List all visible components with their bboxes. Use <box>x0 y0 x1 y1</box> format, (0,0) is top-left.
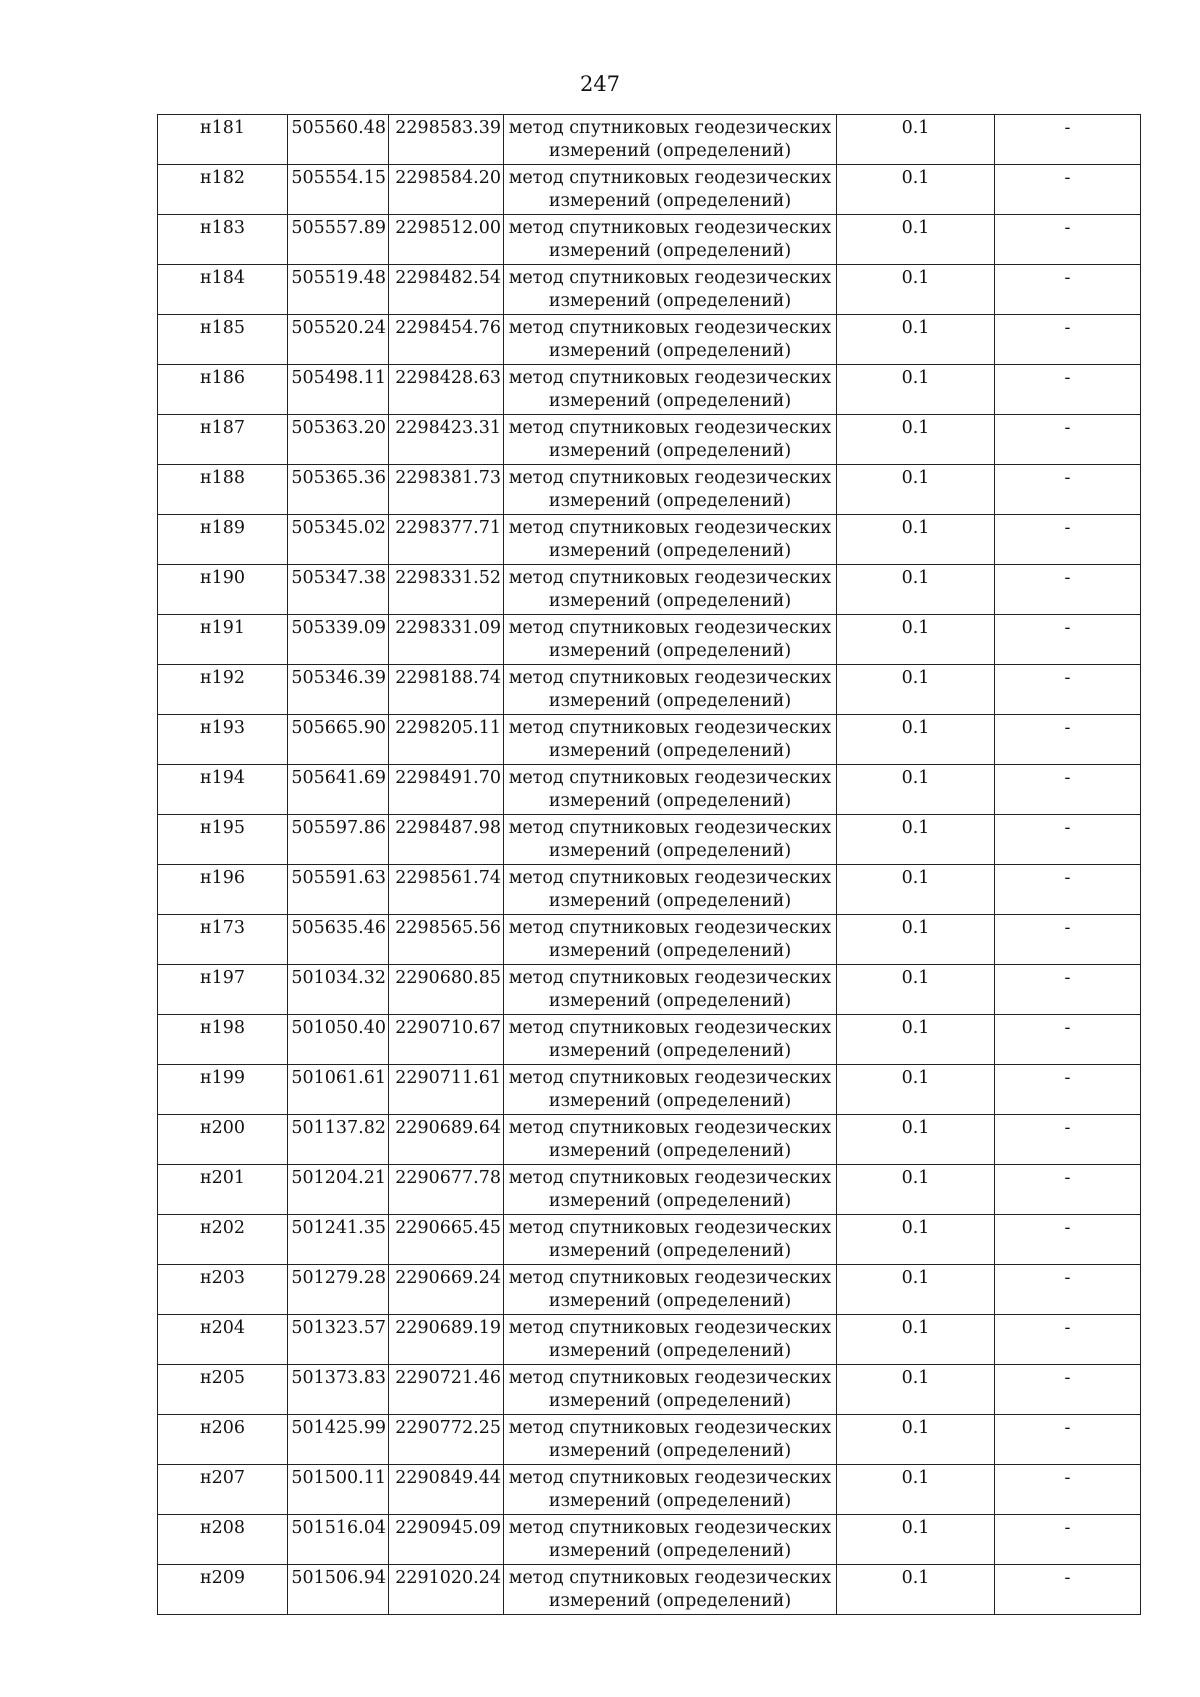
method-cell <box>504 615 837 665</box>
method-text-line-1: метод спутниковых геодезических <box>508 368 832 388</box>
note-cell: - <box>995 1215 1141 1265</box>
x-coordinate-cell: 505347.38 <box>288 565 389 615</box>
method-cell <box>504 715 837 765</box>
note-cell: - <box>995 1565 1141 1615</box>
point-name-cell: н189 <box>158 515 288 565</box>
point-name-cell: н192 <box>158 665 288 715</box>
table-row <box>158 115 1141 165</box>
x-coordinate-cell: 501061.61 <box>288 1065 389 1115</box>
note-cell: - <box>995 115 1141 165</box>
method-text-line-2: измерений (определений) <box>548 891 792 911</box>
x-coordinate-cell: 501279.28 <box>288 1265 389 1315</box>
table-row <box>158 665 1141 715</box>
method-text-line-2: измерений (определений) <box>548 241 792 261</box>
method-text-line-1: метод спутниковых геодезических <box>508 618 832 638</box>
x-coordinate-cell: 501137.82 <box>288 1115 389 1165</box>
point-name-cell: н193 <box>158 715 288 765</box>
accuracy-cell: 0.1 <box>837 665 995 715</box>
method-text-line-2: измерений (определений) <box>548 1241 792 1261</box>
table-row <box>158 1065 1141 1115</box>
point-name-cell: н199 <box>158 1065 288 1115</box>
x-coordinate-cell: 501241.35 <box>288 1215 389 1265</box>
y-coordinate-cell: 2290711.61 <box>389 1065 504 1115</box>
method-text-line-2: измерений (определений) <box>548 1141 792 1161</box>
method-cell <box>504 215 837 265</box>
x-coordinate-cell: 505560.48 <box>288 115 389 165</box>
accuracy-cell: 0.1 <box>837 1165 995 1215</box>
x-coordinate-cell: 501034.32 <box>288 965 389 1015</box>
y-coordinate-cell: 2298491.70 <box>389 765 504 815</box>
accuracy-cell: 0.1 <box>837 815 995 865</box>
accuracy-cell: 0.1 <box>837 1115 995 1165</box>
method-text-line-2: измерений (определений) <box>548 141 792 161</box>
note-cell: - <box>995 615 1141 665</box>
method-text-line-2: измерений (определений) <box>548 841 792 861</box>
method-text-line-1: метод спутниковых геодезических <box>508 518 832 538</box>
accuracy-cell: 0.1 <box>837 565 995 615</box>
x-coordinate-cell: 505498.11 <box>288 365 389 415</box>
method-text-line-2: измерений (определений) <box>548 741 792 761</box>
note-cell: - <box>995 715 1141 765</box>
accuracy-cell: 0.1 <box>837 465 995 515</box>
method-cell <box>504 415 837 465</box>
method-cell <box>504 1115 837 1165</box>
point-name-cell: н209 <box>158 1565 288 1615</box>
method-text-line-1: метод спутниковых геодезических <box>508 868 832 888</box>
y-coordinate-cell: 2298423.31 <box>389 415 504 465</box>
point-name-cell: н194 <box>158 765 288 815</box>
table-row <box>158 1515 1141 1565</box>
y-coordinate-cell: 2298454.76 <box>389 315 504 365</box>
method-text-line-1: метод спутниковых геодезических <box>508 118 832 138</box>
y-coordinate-cell: 2298331.09 <box>389 615 504 665</box>
method-text-line-1: метод спутниковых геодезических <box>508 1318 832 1338</box>
point-name-cell: н195 <box>158 815 288 865</box>
note-cell: - <box>995 1515 1141 1565</box>
coordinates-table-body <box>158 115 1141 1615</box>
point-name-cell: н190 <box>158 565 288 615</box>
table-row <box>158 565 1141 615</box>
table-row <box>158 815 1141 865</box>
method-text-line-1: метод спутниковых геодезических <box>508 1518 832 1538</box>
method-text-line-2: измерений (определений) <box>548 1391 792 1411</box>
y-coordinate-cell: 2298188.74 <box>389 665 504 715</box>
y-coordinate-cell: 2290689.19 <box>389 1315 504 1365</box>
method-cell <box>504 515 837 565</box>
table-row <box>158 365 1141 415</box>
table-row <box>158 165 1141 215</box>
accuracy-cell: 0.1 <box>837 115 995 165</box>
point-name-cell: н196 <box>158 865 288 915</box>
x-coordinate-cell: 505363.20 <box>288 415 389 465</box>
y-coordinate-cell: 2298428.63 <box>389 365 504 415</box>
table-row <box>158 865 1141 915</box>
x-coordinate-cell: 501506.94 <box>288 1565 389 1615</box>
y-coordinate-cell: 2298565.56 <box>389 915 504 965</box>
note-cell: - <box>995 315 1141 365</box>
method-cell <box>504 1265 837 1315</box>
y-coordinate-cell: 2290721.46 <box>389 1365 504 1415</box>
note-cell: - <box>995 965 1141 1015</box>
table-row <box>158 1565 1141 1615</box>
note-cell: - <box>995 565 1141 615</box>
method-cell <box>504 1165 837 1215</box>
method-cell <box>504 965 837 1015</box>
y-coordinate-cell: 2290665.45 <box>389 1215 504 1265</box>
table-row <box>158 1415 1141 1465</box>
method-text-line-2: измерений (определений) <box>548 541 792 561</box>
table-row <box>158 315 1141 365</box>
method-text-line-2: измерений (определений) <box>548 941 792 961</box>
table-row <box>158 465 1141 515</box>
note-cell: - <box>995 1315 1141 1365</box>
note-cell: - <box>995 365 1141 415</box>
note-cell: - <box>995 265 1141 315</box>
table-row <box>158 1215 1141 1265</box>
method-text-line-2: измерений (определений) <box>548 291 792 311</box>
method-text-line-2: измерений (определений) <box>548 1491 792 1511</box>
table-row <box>158 415 1141 465</box>
accuracy-cell: 0.1 <box>837 715 995 765</box>
method-text-line-1: метод спутниковых геодезических <box>508 1568 832 1588</box>
y-coordinate-cell: 2298583.39 <box>389 115 504 165</box>
x-coordinate-cell: 505557.89 <box>288 215 389 265</box>
method-text-line-1: метод спутниковых геодезических <box>508 668 832 688</box>
accuracy-cell: 0.1 <box>837 365 995 415</box>
x-coordinate-cell: 505365.36 <box>288 465 389 515</box>
point-name-cell: н173 <box>158 915 288 965</box>
method-text-line-1: метод спутниковых геодезических <box>508 968 832 988</box>
note-cell: - <box>995 915 1141 965</box>
accuracy-cell: 0.1 <box>837 965 995 1015</box>
method-text-line-1: метод спутниковых геодезических <box>508 1018 832 1038</box>
method-text-line-1: метод спутниковых геодезических <box>508 918 832 938</box>
point-name-cell: н203 <box>158 1265 288 1315</box>
y-coordinate-cell: 2290710.67 <box>389 1015 504 1065</box>
point-name-cell: н205 <box>158 1365 288 1415</box>
y-coordinate-cell: 2290689.64 <box>389 1115 504 1165</box>
point-name-cell: н200 <box>158 1115 288 1165</box>
method-text-line-1: метод спутниковых геодезических <box>508 1068 832 1088</box>
table-row <box>158 1015 1141 1065</box>
accuracy-cell: 0.1 <box>837 865 995 915</box>
note-cell: - <box>995 665 1141 715</box>
x-coordinate-cell: 505641.69 <box>288 765 389 815</box>
note-cell: - <box>995 1415 1141 1465</box>
table-row <box>158 1165 1141 1215</box>
method-text-line-1: метод спутниковых геодезических <box>508 1168 832 1188</box>
point-name-cell: н184 <box>158 265 288 315</box>
method-text-line-2: измерений (определений) <box>548 491 792 511</box>
method-text-line-2: измерений (определений) <box>548 1041 792 1061</box>
y-coordinate-cell: 2298377.71 <box>389 515 504 565</box>
note-cell: - <box>995 1465 1141 1515</box>
method-cell <box>504 1465 837 1515</box>
accuracy-cell: 0.1 <box>837 1215 995 1265</box>
point-name-cell: н186 <box>158 365 288 415</box>
method-text-line-2: измерений (определений) <box>548 1341 792 1361</box>
note-cell: - <box>995 465 1141 515</box>
method-text-line-2: измерений (определений) <box>548 591 792 611</box>
table-row <box>158 265 1141 315</box>
table-row <box>158 915 1141 965</box>
method-cell <box>504 1415 837 1465</box>
x-coordinate-cell: 501500.11 <box>288 1465 389 1515</box>
point-name-cell: н188 <box>158 465 288 515</box>
accuracy-cell: 0.1 <box>837 515 995 565</box>
method-text-line-1: метод спутниковых геодезических <box>508 718 832 738</box>
method-text-line-1: метод спутниковых геодезических <box>508 418 832 438</box>
point-name-cell: н208 <box>158 1515 288 1565</box>
method-cell <box>504 1565 837 1615</box>
table-row <box>158 715 1141 765</box>
accuracy-cell: 0.1 <box>837 1265 995 1315</box>
table-row <box>158 1115 1141 1165</box>
method-cell <box>504 1065 837 1115</box>
method-text-line-2: измерений (определений) <box>548 391 792 411</box>
method-text-line-2: измерений (определений) <box>548 1541 792 1561</box>
note-cell: - <box>995 815 1141 865</box>
point-name-cell: н187 <box>158 415 288 465</box>
accuracy-cell: 0.1 <box>837 1365 995 1415</box>
x-coordinate-cell: 505520.24 <box>288 315 389 365</box>
method-text-line-1: метод спутниковых геодезических <box>508 318 832 338</box>
point-name-cell: н191 <box>158 615 288 665</box>
method-text-line-2: измерений (определений) <box>548 991 792 1011</box>
y-coordinate-cell: 2290680.85 <box>389 965 504 1015</box>
y-coordinate-cell: 2298205.11 <box>389 715 504 765</box>
method-text-line-1: метод спутниковых геодезических <box>508 1368 832 1388</box>
y-coordinate-cell: 2298584.20 <box>389 165 504 215</box>
note-cell: - <box>995 215 1141 265</box>
x-coordinate-cell: 501425.99 <box>288 1415 389 1465</box>
table-row <box>158 765 1141 815</box>
point-name-cell: н207 <box>158 1465 288 1515</box>
y-coordinate-cell: 2298561.74 <box>389 865 504 915</box>
method-text-line-2: измерений (определений) <box>548 641 792 661</box>
point-name-cell: н181 <box>158 115 288 165</box>
table-row <box>158 215 1141 265</box>
table-row <box>158 515 1141 565</box>
point-name-cell: н204 <box>158 1315 288 1365</box>
method-text-line-1: метод спутниковых геодезических <box>508 218 832 238</box>
method-text-line-1: метод спутниковых геодезических <box>508 818 832 838</box>
y-coordinate-cell: 2290945.09 <box>389 1515 504 1565</box>
accuracy-cell: 0.1 <box>837 1515 995 1565</box>
y-coordinate-cell: 2298381.73 <box>389 465 504 515</box>
method-text-line-2: измерений (определений) <box>548 691 792 711</box>
method-cell <box>504 115 837 165</box>
method-text-line-1: метод спутниковых геодезических <box>508 1218 832 1238</box>
method-cell <box>504 915 837 965</box>
method-text-line-1: метод спутниковых геодезических <box>508 1418 832 1438</box>
x-coordinate-cell: 505635.46 <box>288 915 389 965</box>
accuracy-cell: 0.1 <box>837 415 995 465</box>
accuracy-cell: 0.1 <box>837 1415 995 1465</box>
method-text-line-2: измерений (определений) <box>548 1291 792 1311</box>
note-cell: - <box>995 515 1141 565</box>
method-text-line-2: измерений (определений) <box>548 441 792 461</box>
accuracy-cell: 0.1 <box>837 1565 995 1615</box>
note-cell: - <box>995 1065 1141 1115</box>
method-cell <box>504 565 837 615</box>
page-number: 247 <box>579 72 621 96</box>
accuracy-cell: 0.1 <box>837 615 995 665</box>
method-cell <box>504 465 837 515</box>
method-cell <box>504 315 837 365</box>
note-cell: - <box>995 415 1141 465</box>
y-coordinate-cell: 2291020.24 <box>389 1565 504 1615</box>
method-cell <box>504 815 837 865</box>
method-text-line-1: метод спутниковых геодезических <box>508 268 832 288</box>
table-row <box>158 1365 1141 1415</box>
method-text-line-1: метод спутниковых геодезических <box>508 1118 832 1138</box>
method-text-line-1: метод спутниковых геодезических <box>508 1468 832 1488</box>
method-cell <box>504 165 837 215</box>
x-coordinate-cell: 501323.57 <box>288 1315 389 1365</box>
x-coordinate-cell: 505554.15 <box>288 165 389 215</box>
y-coordinate-cell: 2290669.24 <box>389 1265 504 1315</box>
accuracy-cell: 0.1 <box>837 915 995 965</box>
note-cell: - <box>995 1015 1141 1065</box>
y-coordinate-cell: 2298482.54 <box>389 265 504 315</box>
x-coordinate-cell: 505346.39 <box>288 665 389 715</box>
accuracy-cell: 0.1 <box>837 1015 995 1065</box>
note-cell: - <box>995 1165 1141 1215</box>
x-coordinate-cell: 505591.63 <box>288 865 389 915</box>
note-cell: - <box>995 1365 1141 1415</box>
note-cell: - <box>995 1115 1141 1165</box>
accuracy-cell: 0.1 <box>837 165 995 215</box>
table-row <box>158 1465 1141 1515</box>
accuracy-cell: 0.1 <box>837 1315 995 1365</box>
table-row <box>158 1315 1141 1365</box>
accuracy-cell: 0.1 <box>837 1065 995 1115</box>
method-text-line-2: измерений (определений) <box>548 1091 792 1111</box>
method-text-line-1: метод спутниковых геодезических <box>508 768 832 788</box>
accuracy-cell: 0.1 <box>837 765 995 815</box>
x-coordinate-cell: 505345.02 <box>288 515 389 565</box>
point-name-cell: н183 <box>158 215 288 265</box>
method-text-line-1: метод спутниковых геодезических <box>508 1268 832 1288</box>
accuracy-cell: 0.1 <box>837 315 995 365</box>
coordinates-table <box>157 114 1141 1615</box>
x-coordinate-cell: 501204.21 <box>288 1165 389 1215</box>
x-coordinate-cell: 505519.48 <box>288 265 389 315</box>
point-name-cell: н197 <box>158 965 288 1015</box>
note-cell: - <box>995 165 1141 215</box>
method-text-line-2: измерений (определений) <box>548 191 792 211</box>
method-cell <box>504 1515 837 1565</box>
point-name-cell: н206 <box>158 1415 288 1465</box>
method-text-line-2: измерений (определений) <box>548 791 792 811</box>
x-coordinate-cell: 501373.83 <box>288 1365 389 1415</box>
method-text-line-2: измерений (определений) <box>548 1191 792 1211</box>
method-cell <box>504 865 837 915</box>
table-row <box>158 965 1141 1015</box>
x-coordinate-cell: 505597.86 <box>288 815 389 865</box>
y-coordinate-cell: 2290772.25 <box>389 1415 504 1465</box>
x-coordinate-cell: 501516.04 <box>288 1515 389 1565</box>
method-text-line-1: метод спутниковых геодезических <box>508 168 832 188</box>
method-text-line-1: метод спутниковых геодезических <box>508 468 832 488</box>
point-name-cell: н202 <box>158 1215 288 1265</box>
note-cell: - <box>995 865 1141 915</box>
accuracy-cell: 0.1 <box>837 215 995 265</box>
table-row <box>158 1265 1141 1315</box>
method-text-line-2: измерений (определений) <box>548 341 792 361</box>
method-cell <box>504 1215 837 1265</box>
accuracy-cell: 0.1 <box>837 265 995 315</box>
method-cell <box>504 665 837 715</box>
point-name-cell: н198 <box>158 1015 288 1065</box>
x-coordinate-cell: 505339.09 <box>288 615 389 665</box>
accuracy-cell: 0.1 <box>837 1465 995 1515</box>
y-coordinate-cell: 2290849.44 <box>389 1465 504 1515</box>
method-cell <box>504 265 837 315</box>
method-cell <box>504 365 837 415</box>
method-cell <box>504 765 837 815</box>
note-cell: - <box>995 1265 1141 1315</box>
y-coordinate-cell: 2290677.78 <box>389 1165 504 1215</box>
point-name-cell: н182 <box>158 165 288 215</box>
x-coordinate-cell: 505665.90 <box>288 715 389 765</box>
y-coordinate-cell: 2298512.00 <box>389 215 504 265</box>
y-coordinate-cell: 2298331.52 <box>389 565 504 615</box>
y-coordinate-cell: 2298487.98 <box>389 815 504 865</box>
x-coordinate-cell: 501050.40 <box>288 1015 389 1065</box>
method-text-line-2: измерений (определений) <box>548 1441 792 1461</box>
method-text-line-1: метод спутниковых геодезических <box>508 568 832 588</box>
method-cell <box>504 1365 837 1415</box>
table-row <box>158 615 1141 665</box>
point-name-cell: н185 <box>158 315 288 365</box>
point-name-cell: н201 <box>158 1165 288 1215</box>
note-cell: - <box>995 765 1141 815</box>
method-cell <box>504 1015 837 1065</box>
method-text-line-2: измерений (определений) <box>548 1591 792 1611</box>
method-cell <box>504 1315 837 1365</box>
